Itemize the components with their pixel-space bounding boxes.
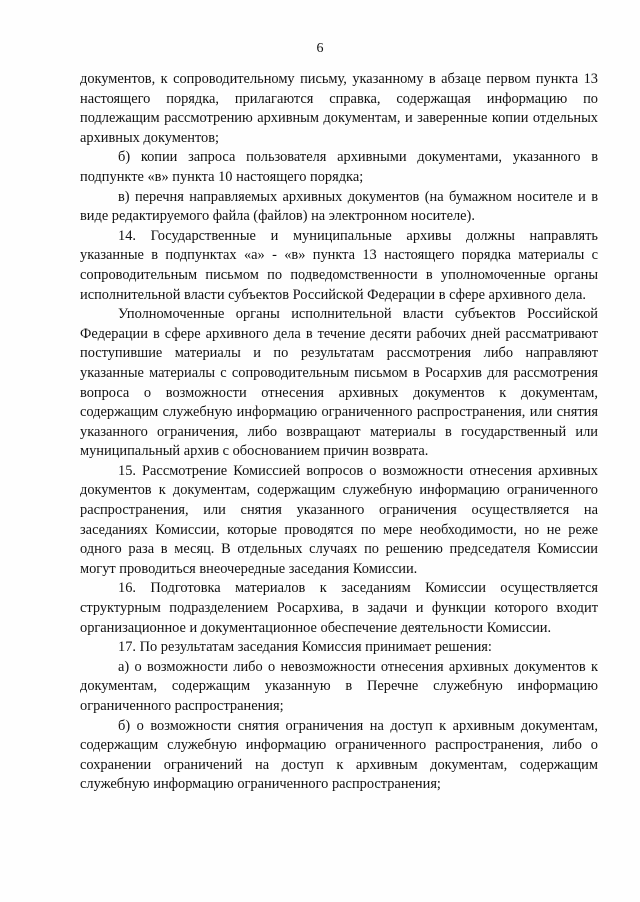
paragraph-clause-14: 14. Государственные и муниципальные архивы должны направлять указанные в подпунктах «а» - «в» пункта 13 настоящего порядка материалы с сопроводительным письмом по подведомственности в уполномоченные органы исполнительной власти субъектов Российской Федерации в сфере архивного дела. — [80, 227, 598, 303]
paragraph-clause-15: 15. Рассмотрение Комиссией вопросов о возможности отнесения архивных документов к документам, содержащим служебную информацию ограниченного распространения, или снятия указанного ограничения осуществляется на заседаниях Комиссии, которые проводятся по мере необходимости, но не реже одного раза в месяц. В отдельных случаях по решению председателя Комиссии могут проводиться внеочередные заседания Комиссии. — [80, 462, 598, 577]
paragraph-continuation: документов, к сопроводительному письму, указанному в абзаце первом пункта 13 настоящего порядка, прилагаются справка, содержащая информацию по подлежащим рассмотрению архивным документам, и заверенные копии отдельных архивных документов; — [80, 71, 598, 146]
paragraph-item-v: в) перечня направляемых архивных документов (на бумажном носителе и в виде редактируемого файла (файлов) на электронном носителе). — [80, 188, 598, 225]
paragraph-clause-17: 17. По результатам заседания Комиссия принимает решения: — [118, 639, 492, 656]
document-body — [80, 70, 598, 795]
page-number: 6 — [316, 41, 324, 56]
paragraph-item-b: б) копии запроса пользователя архивными документами, указанного в подпункте «в» пункта 10 настоящего порядка; — [80, 149, 598, 185]
paragraph-authorized-bodies: Уполномоченные органы исполнительной власти субъектов Российской Федерации в сфере архивного дела в течение десяти рабочих дней рассматривают поступившие материалы и по результатам рассмотрения либо направляют указанные материалы с сопроводительным письмом в Росархив для рассмотрения вопроса о возможности отнесения архивных документов к документам, содержащим служебную информацию ограниченного распространения, или снятия указанного ограничения, либо возвращают материалы в государственный или муниципальный архив с обоснованием причин возврата. — [80, 306, 598, 460]
paragraph-decision-a: а) о возможности либо о невозможности отнесения архивных документов к документам, содержащим указанную в Перечне служебную информацию ограниченного распространения; — [80, 658, 598, 714]
paragraph-decision-b: б) о возможности снятия ограничения на доступ к архивным документам, содержащим служебную информацию ограниченного распространения, либо о сохранении ограничений на доступ к архивным документам, содержащим служебную информацию ограниченного распространения; — [80, 717, 598, 793]
paragraph-clause-16: 16. Подготовка материалов к заседаниям Комиссии осуществляется структурным подразделением Росархива, в задачи и функции которого входит организационное и документационное обеспечение деятельности Комиссии. — [80, 580, 598, 636]
